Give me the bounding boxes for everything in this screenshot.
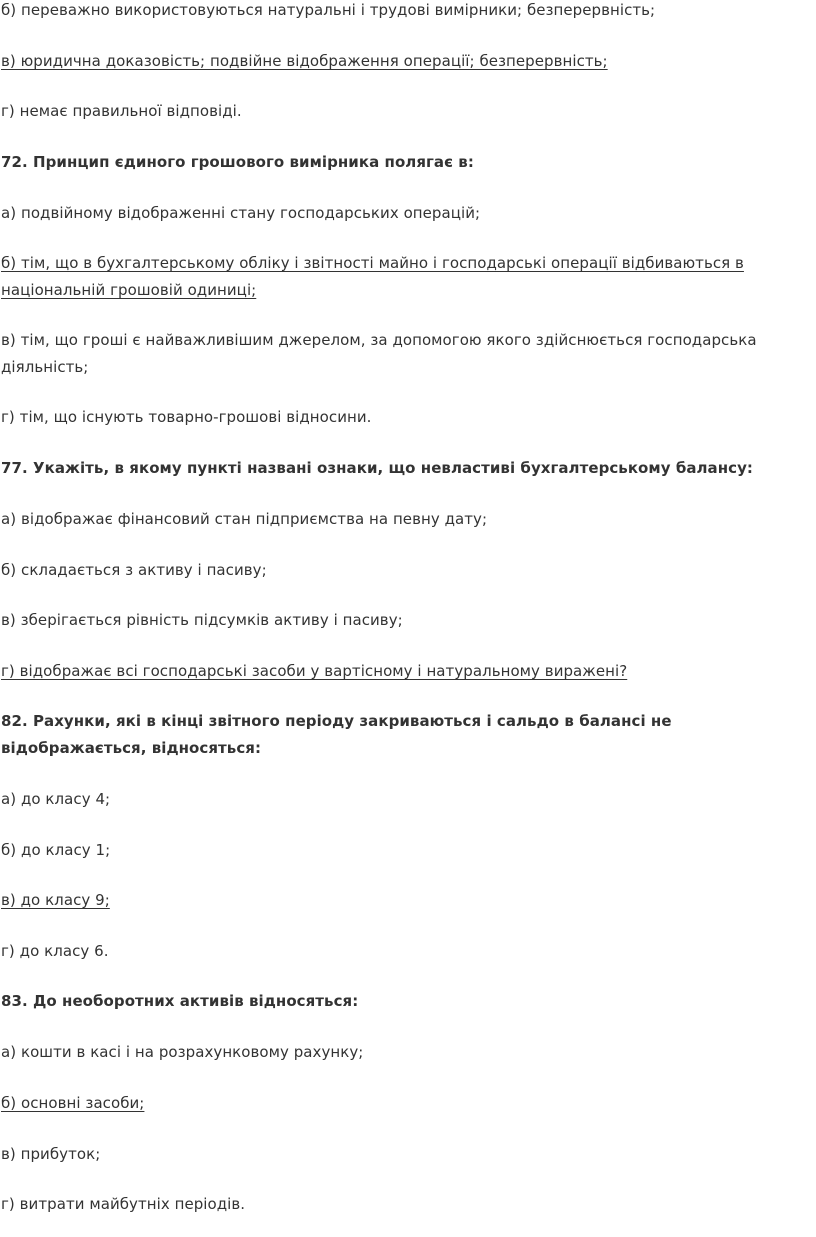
- correct-answer-line: національній грошовій одиниці;: [1, 281, 257, 299]
- correct-answer-line: в) до класу 9;: [1, 891, 110, 909]
- answer-line: б) переважно використовуються натуральні і трудові вимірники; безперервність;: [1, 1, 656, 19]
- answer-line: а) кошти в касі і на розрахунковому рахунку;: [1, 1043, 364, 1061]
- correct-answer-line: б) тім, що в бухгалтерському обліку і звітності майно і господарські операції відбиваються в: [1, 254, 744, 272]
- answer-line: а) до класу 4;: [1, 790, 111, 808]
- question-heading: 72. Принцип єдиного грошового вимірника полягає в:: [1, 153, 474, 171]
- question-heading: відображається, відносяться:: [1, 739, 261, 757]
- answer-line: в) зберігається рівність підсумків активу і пасиву;: [1, 611, 403, 629]
- answer-line: б) складається з активу і пасиву;: [1, 561, 267, 579]
- answer-line: б) до класу 1;: [1, 841, 111, 859]
- question-heading: 77. Укажіть, в якому пункті названі ознаки, що невластиві бухгалтерському балансу:: [1, 459, 753, 477]
- answer-line: г) витрати майбутніх періодів.: [1, 1195, 246, 1213]
- answer-line: г) до класу 6.: [1, 942, 109, 960]
- correct-answer-line: в) юридична доказовість; подвійне відображення операції; безперервність;: [1, 52, 608, 70]
- question-heading: 82. Рахунки, які в кінці звітного періоду закриваються і сальдо в балансі не: [1, 712, 672, 730]
- answer-line: г) немає правильної відповіді.: [1, 102, 242, 120]
- answer-line: діяльність;: [1, 358, 89, 376]
- answer-line: а) подвійному відображенні стану господарських операцій;: [1, 204, 481, 222]
- answer-line: в) прибуток;: [1, 1145, 101, 1163]
- question-heading: 83. До необоротних активів відносяться:: [1, 992, 359, 1010]
- answer-line: г) тім, що існують товарно-грошові відносини.: [1, 408, 372, 426]
- answer-line: а) відображає фінансовий стан підприємства на певну дату;: [1, 510, 488, 528]
- correct-answer-line: б) основні засоби;: [1, 1094, 145, 1112]
- answer-line: в) тім, що гроші є найважливішим джерелом, за допомогою якого здійснюється господарська: [1, 331, 757, 349]
- correct-answer-line: г) відображає всі господарські засоби у вартісному і натуральному виражені?: [1, 662, 628, 680]
